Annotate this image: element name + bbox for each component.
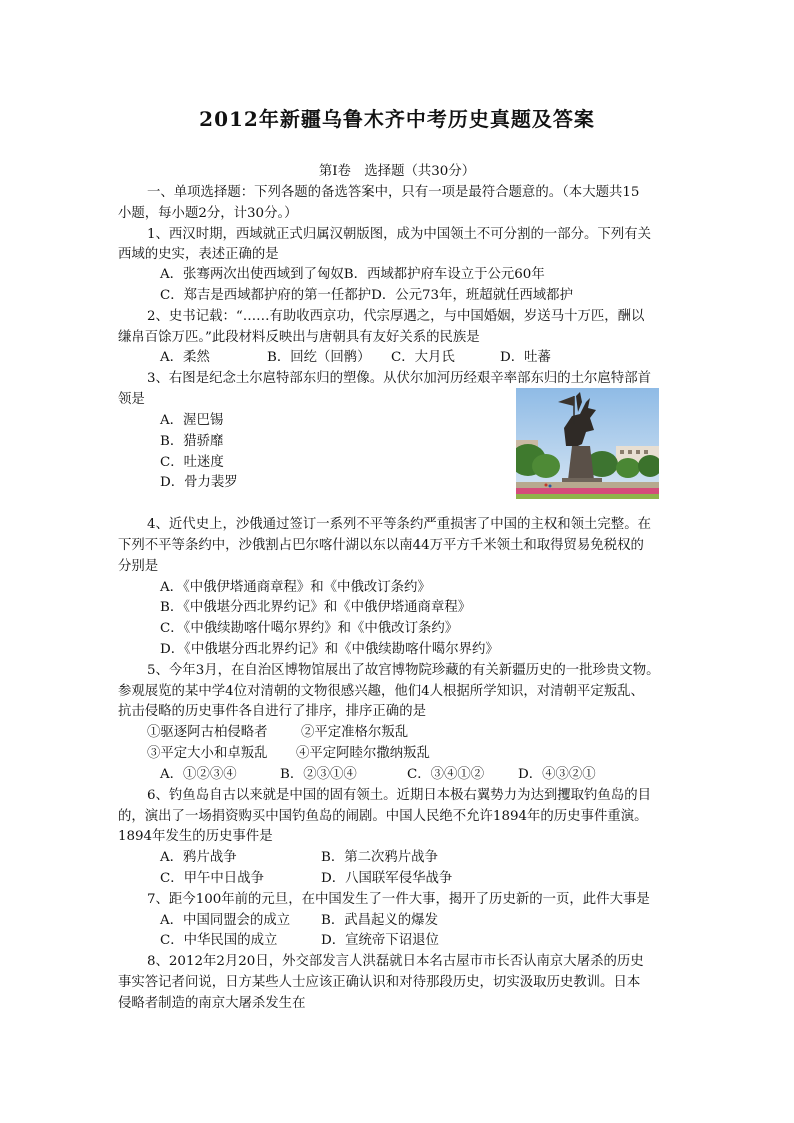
q6-stem-cont-2: 1894年发生的历史事件是 [118, 829, 273, 844]
q6-stem: 6、钓鱼岛自古以来就是中国的固有领土。近期日本极右翼势力为达到攫取钓鱼岛的目 [147, 788, 651, 803]
q4-stem: 4、近代史上，沙俄通过签订一系列不平等条约严重损害了中国的主权和领土完整。在 [147, 517, 651, 532]
q1-option-d: D．公元73年，班超就任西域都护 [371, 288, 573, 303]
q3-stem-cont: 领是 [118, 392, 145, 407]
q6-option-b: B．第二次鸦片战争 [321, 850, 438, 865]
q6-stem-cont-1: 的，演出了一场捐资购买中国钓鱼岛的闹剧。中国人民绝不允许1894年的历史事件重演。 [118, 809, 648, 824]
q2-option-a: A．柔然 [160, 350, 210, 365]
q7-option-d: D．宣统帝下诏退位 [321, 933, 439, 948]
q1-stem: 1、西汉时期，西域就正式归属汉朝版图，成为中国领土不可分割的一部分。下列有关 [147, 227, 651, 242]
q4-option-d: D．《中俄堪分西北界约记》和《中俄续勘喀什噶尔界约》 [160, 642, 499, 657]
q4-stem-cont-2: 分别是 [118, 559, 159, 574]
q8-stem-cont-2: 侵略者制造的南京大屠杀发生在 [118, 996, 306, 1011]
q4-stem-cont-1: 下列不平等条约中，沙俄割占巴尔喀什湖以东以南44万平方千米领土和取得贸易免税权的 [118, 538, 644, 553]
torghut-statue-photo [516, 388, 659, 499]
q4-option-b: B．《中俄堪分西北界约记》和《中俄伊塔通商章程》 [160, 600, 472, 615]
instruction-line-2: 小题，每小题2分，计30分。） [118, 206, 298, 221]
q3-option-b: B．猎骄靡 [160, 434, 224, 449]
q5-stem-cont-2: 抗击侵略的历史事件各自进行了排序，排序正确的是 [118, 704, 426, 719]
q6-option-d: D．八国联军侵华战争 [321, 871, 453, 886]
q7-stem: 7、距今100年前的元旦，在中国发生了一件大事，揭开了历史新的一页，此件大事是 [147, 892, 650, 907]
q1-options-row-2 [160, 286, 573, 306]
section-heading: 第Ⅰ卷 选择题（共30分） [318, 164, 476, 179]
q5-stem: 5、今年3月，在自治区博物馆展出了故宫博物院珍藏的有关新疆历史的一批珍贵文物。 [147, 663, 660, 678]
q1-stem-cont: 西域的史实，表述正确的是 [118, 247, 279, 262]
q7-option-b: B．武昌起义的爆发 [321, 913, 438, 928]
q1-options-row-1 [160, 265, 545, 285]
q6-option-a: A．鸦片战争 [160, 850, 237, 865]
q4-option-c: C．《中俄续勘喀什噶尔界约》和《中俄改订条约》 [160, 621, 459, 636]
q2-stem-cont: 缣帛百馀万匹。”此段材料反映出与唐朝具有友好关系的民族是 [118, 330, 480, 345]
q3-option-a: A．渥巴锡 [160, 413, 224, 428]
page-title: 2012年新疆乌鲁木齐中考历史真题及答案 [199, 107, 595, 131]
q2-option-d: D．吐蕃 [500, 350, 551, 365]
q2-option-b: B．回纥（回鹘） [267, 350, 371, 365]
q1-option-a: A．张骞两次出使西域到了匈奴 [160, 267, 344, 282]
q5-stem-cont-1: 参观展览的某中学4位对清朝的文物很感兴趣，他们4人根据所学知识，对清朝平定叛乱、 [118, 684, 644, 699]
q4-option-a: A．《中俄伊塔通商章程》和《中俄改订条约》 [160, 580, 431, 595]
q2-stem: 2、史书记载：“……有助收西京功，代宗厚遇之，与中国婚姻，岁送马十万匹，酬以 [147, 309, 645, 324]
q7-option-a: A．中国同盟会的成立 [160, 913, 291, 928]
q5-event-4: ④平定阿睦尔撒纳叛乱 [296, 746, 430, 761]
q5-event-1: ①驱逐阿古柏侵略者 [147, 725, 268, 740]
q8-stem: 8、2012年2月20日，外交部发言人洪磊就日本名古屋市市长否认南京大屠杀的历史 [147, 954, 644, 969]
q5-event-2: ②平定准格尔叛乱 [301, 725, 409, 740]
q5-option-c: C．③④①② [407, 767, 485, 782]
q3-stem: 3、右图是纪念土尔扈特部东归的塑像。从伏尔加河历经艰辛率部东归的土尔扈特部首 [147, 371, 651, 386]
q5-option-b: B．②③①④ [280, 767, 357, 782]
q3-option-c: C．吐迷度 [160, 455, 224, 470]
q5-option-a: A．①②③④ [160, 767, 237, 782]
q2-option-c: C．大月氏 [391, 350, 455, 365]
q8-stem-cont-1: 事实答记者问说，日方某些人士应该正确认识和对待那段历史，切实汲取历史教训。日本 [118, 975, 641, 990]
q5-option-d: D．④③②① [518, 767, 596, 782]
q5-event-3: ③平定大小和卓叛乱 [147, 746, 268, 761]
q6-option-c: C．甲午中日战争 [160, 871, 264, 886]
q1-option-c: C．郑吉是西域都护府的第一任都护 [160, 288, 372, 303]
q7-option-c: C．中华民国的成立 [160, 933, 278, 948]
q1-option-b: B．西域都护府车设立于公元60年 [343, 267, 545, 282]
q3-option-d: D．骨力裴罗 [160, 475, 238, 490]
instruction-line-1: 一、单项选择题：下列各题的备选答案中，只有一项是最符合题意的。（本大题共15 [147, 185, 640, 200]
